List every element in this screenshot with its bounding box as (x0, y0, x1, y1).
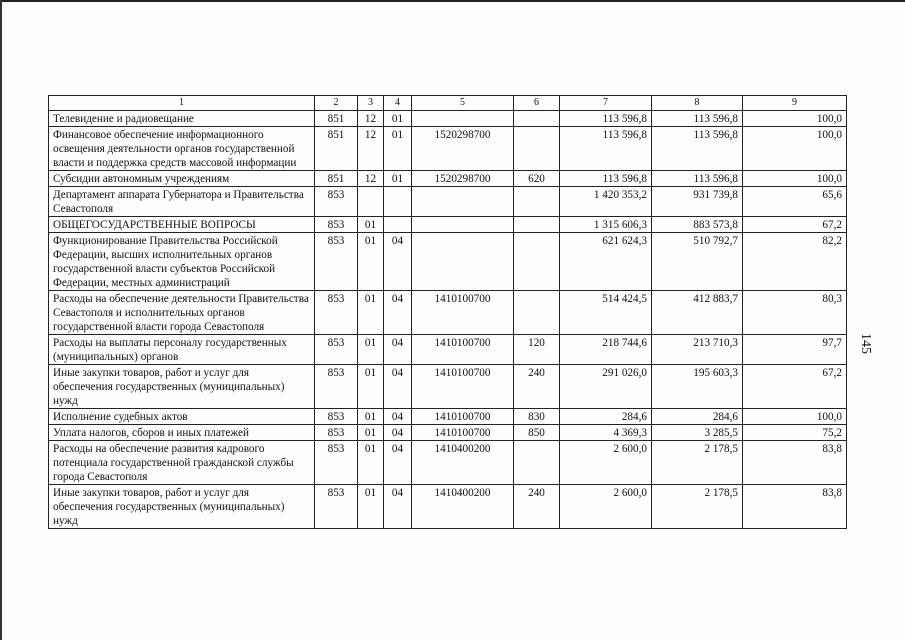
subsection-code-cell: 01 (384, 171, 412, 187)
section-code-cell: 01 (358, 425, 384, 441)
table-row (49, 127, 847, 171)
expense-name-cell: Функционирование Правительства Российской Федерации, высших исполнительных органов государственной власти субъектов Российской Федерации, местных администраций (49, 233, 315, 291)
expense-type-cell: 830 (514, 409, 560, 425)
actual-amount-cell: 113 596,8 (652, 171, 743, 187)
department-code-cell: 853 (315, 335, 358, 365)
execution-percent-cell: 75,2 (743, 425, 847, 441)
expense-name-cell: Департамент аппарата Губернатора и Правительства Севастополя (49, 187, 315, 217)
expense-type-cell (514, 217, 560, 233)
planned-amount-cell: 291 026,0 (560, 365, 652, 409)
planned-amount-cell: 621 624,3 (560, 233, 652, 291)
column-number: 8 (652, 96, 743, 111)
expense-name-cell: Уплата налогов, сборов и иных платежей (49, 425, 315, 441)
execution-percent-cell: 100,0 (743, 171, 847, 187)
subsection-code-cell: 04 (384, 485, 412, 529)
expense-name-cell: Расходы на обеспечение деятельности Правительства Севастополя и исполнительных органов государственной власти города Севастополя (49, 291, 315, 335)
actual-amount-cell: 113 596,8 (652, 111, 743, 127)
section-code-cell: 01 (358, 441, 384, 485)
table-row (49, 233, 847, 291)
budget-table (48, 95, 847, 529)
section-code-cell: 01 (358, 233, 384, 291)
subsection-code-cell: 04 (384, 409, 412, 425)
section-code-cell: 12 (358, 171, 384, 187)
subsection-code-cell: 04 (384, 335, 412, 365)
subsection-code-cell: 04 (384, 291, 412, 335)
page-number: 145 (858, 333, 873, 354)
subsection-code-cell (384, 187, 412, 217)
expense-type-cell (514, 127, 560, 171)
table-row (49, 335, 847, 365)
section-code-cell: 01 (358, 485, 384, 529)
expense-name-cell: Расходы на выплаты персоналу государственных (муниципальных) органов (49, 335, 315, 365)
planned-amount-cell: 218 744,6 (560, 335, 652, 365)
expense-name-cell: Финансовое обеспечение информационного освещения деятельности органов государственной власти и поддержка средств массовой информации (49, 127, 315, 171)
target-article-cell: 1410100700 (412, 409, 514, 425)
department-code-cell: 853 (315, 409, 358, 425)
section-code-cell: 01 (358, 217, 384, 233)
department-code-cell: 853 (315, 425, 358, 441)
table-row (49, 111, 847, 127)
expense-type-cell: 240 (514, 485, 560, 529)
table-row (49, 217, 847, 233)
subsection-code-cell: 04 (384, 233, 412, 291)
planned-amount-cell: 2 600,0 (560, 485, 652, 529)
department-code-cell: 853 (315, 291, 358, 335)
expense-type-cell: 240 (514, 365, 560, 409)
expense-type-cell: 620 (514, 171, 560, 187)
target-article-cell: 1410400200 (412, 485, 514, 529)
table-row (49, 291, 847, 335)
expense-type-cell: 120 (514, 335, 560, 365)
section-code-cell: 01 (358, 365, 384, 409)
execution-percent-cell: 100,0 (743, 409, 847, 425)
department-code-cell: 851 (315, 127, 358, 171)
table-row (49, 365, 847, 409)
actual-amount-cell: 510 792,7 (652, 233, 743, 291)
table-row (49, 409, 847, 425)
section-code-cell (358, 187, 384, 217)
execution-percent-cell: 100,0 (743, 127, 847, 171)
table-row (49, 171, 847, 187)
expense-name-cell: Расходы на обеспечение развития кадрового потенциала государственной гражданской службы города Севастополя (49, 441, 315, 485)
planned-amount-cell: 1 420 353,2 (560, 187, 652, 217)
table-row (49, 425, 847, 441)
section-code-cell: 12 (358, 127, 384, 171)
expense-name-cell: Исполнение судебных актов (49, 409, 315, 425)
expense-name-cell: Телевидение и радиовещание (49, 111, 315, 127)
department-code-cell: 853 (315, 365, 358, 409)
department-code-cell: 853 (315, 233, 358, 291)
column-number: 1 (49, 96, 315, 111)
column-number: 6 (514, 96, 560, 111)
subsection-code-cell (384, 217, 412, 233)
department-code-cell: 853 (315, 485, 358, 529)
actual-amount-cell: 883 573,8 (652, 217, 743, 233)
scan-border-top (0, 0, 905, 2)
target-article-cell: 1410100700 (412, 335, 514, 365)
expense-type-cell (514, 233, 560, 291)
target-article-cell (412, 217, 514, 233)
planned-amount-cell: 113 596,8 (560, 111, 652, 127)
actual-amount-cell: 113 596,8 (652, 127, 743, 171)
subsection-code-cell: 01 (384, 127, 412, 171)
target-article-cell: 1410400200 (412, 441, 514, 485)
expense-type-cell (514, 187, 560, 217)
actual-amount-cell: 2 178,5 (652, 485, 743, 529)
execution-percent-cell: 83,8 (743, 441, 847, 485)
target-article-cell (412, 111, 514, 127)
target-article-cell: 1410100700 (412, 365, 514, 409)
table-row (49, 485, 847, 529)
section-code-cell: 01 (358, 335, 384, 365)
section-code-cell: 12 (358, 111, 384, 127)
subsection-code-cell: 01 (384, 111, 412, 127)
planned-amount-cell: 514 424,5 (560, 291, 652, 335)
table-row (49, 441, 847, 485)
department-code-cell: 851 (315, 171, 358, 187)
column-number: 9 (743, 96, 847, 111)
target-article-cell: 1520298700 (412, 171, 514, 187)
scan-border-left (0, 0, 2, 640)
column-number: 4 (384, 96, 412, 111)
subsection-code-cell: 04 (384, 365, 412, 409)
subsection-code-cell: 04 (384, 425, 412, 441)
target-article-cell (412, 233, 514, 291)
expense-type-cell (514, 441, 560, 485)
section-code-cell: 01 (358, 409, 384, 425)
expense-type-cell: 850 (514, 425, 560, 441)
planned-amount-cell: 113 596,8 (560, 171, 652, 187)
actual-amount-cell: 3 285,5 (652, 425, 743, 441)
actual-amount-cell: 931 739,8 (652, 187, 743, 217)
target-article-cell (412, 187, 514, 217)
department-code-cell: 853 (315, 217, 358, 233)
actual-amount-cell: 2 178,5 (652, 441, 743, 485)
expense-type-cell (514, 111, 560, 127)
column-number-row (49, 96, 847, 111)
expense-name-cell: Субсидии автономным учреждениям (49, 171, 315, 187)
execution-percent-cell: 100,0 (743, 111, 847, 127)
execution-percent-cell: 67,2 (743, 365, 847, 409)
expense-name-cell: ОБЩЕГОСУДАРСТВЕННЫЕ ВОПРОСЫ (49, 217, 315, 233)
department-code-cell: 853 (315, 187, 358, 217)
execution-percent-cell: 80,3 (743, 291, 847, 335)
target-article-cell: 1410100700 (412, 291, 514, 335)
column-number: 2 (315, 96, 358, 111)
actual-amount-cell: 213 710,3 (652, 335, 743, 365)
target-article-cell: 1520298700 (412, 127, 514, 171)
planned-amount-cell: 4 369,3 (560, 425, 652, 441)
column-number: 3 (358, 96, 384, 111)
planned-amount-cell: 2 600,0 (560, 441, 652, 485)
execution-percent-cell: 82,2 (743, 233, 847, 291)
department-code-cell: 851 (315, 111, 358, 127)
subsection-code-cell: 04 (384, 441, 412, 485)
execution-percent-cell: 83,8 (743, 485, 847, 529)
department-code-cell: 853 (315, 441, 358, 485)
section-code-cell: 01 (358, 291, 384, 335)
column-number: 5 (412, 96, 514, 111)
planned-amount-cell: 284,6 (560, 409, 652, 425)
expense-name-cell: Иные закупки товаров, работ и услуг для обеспечения государственных (муниципальных) нужд (49, 365, 315, 409)
actual-amount-cell: 412 883,7 (652, 291, 743, 335)
execution-percent-cell: 97,7 (743, 335, 847, 365)
expense-name-cell: Иные закупки товаров, работ и услуг для обеспечения государственных (муниципальных) нужд (49, 485, 315, 529)
expense-type-cell (514, 291, 560, 335)
planned-amount-cell: 113 596,8 (560, 127, 652, 171)
target-article-cell: 1410100700 (412, 425, 514, 441)
table-body (49, 111, 847, 529)
actual-amount-cell: 284,6 (652, 409, 743, 425)
column-number: 7 (560, 96, 652, 111)
planned-amount-cell: 1 315 606,3 (560, 217, 652, 233)
execution-percent-cell: 65,6 (743, 187, 847, 217)
execution-percent-cell: 67,2 (743, 217, 847, 233)
actual-amount-cell: 195 603,3 (652, 365, 743, 409)
table-row (49, 187, 847, 217)
